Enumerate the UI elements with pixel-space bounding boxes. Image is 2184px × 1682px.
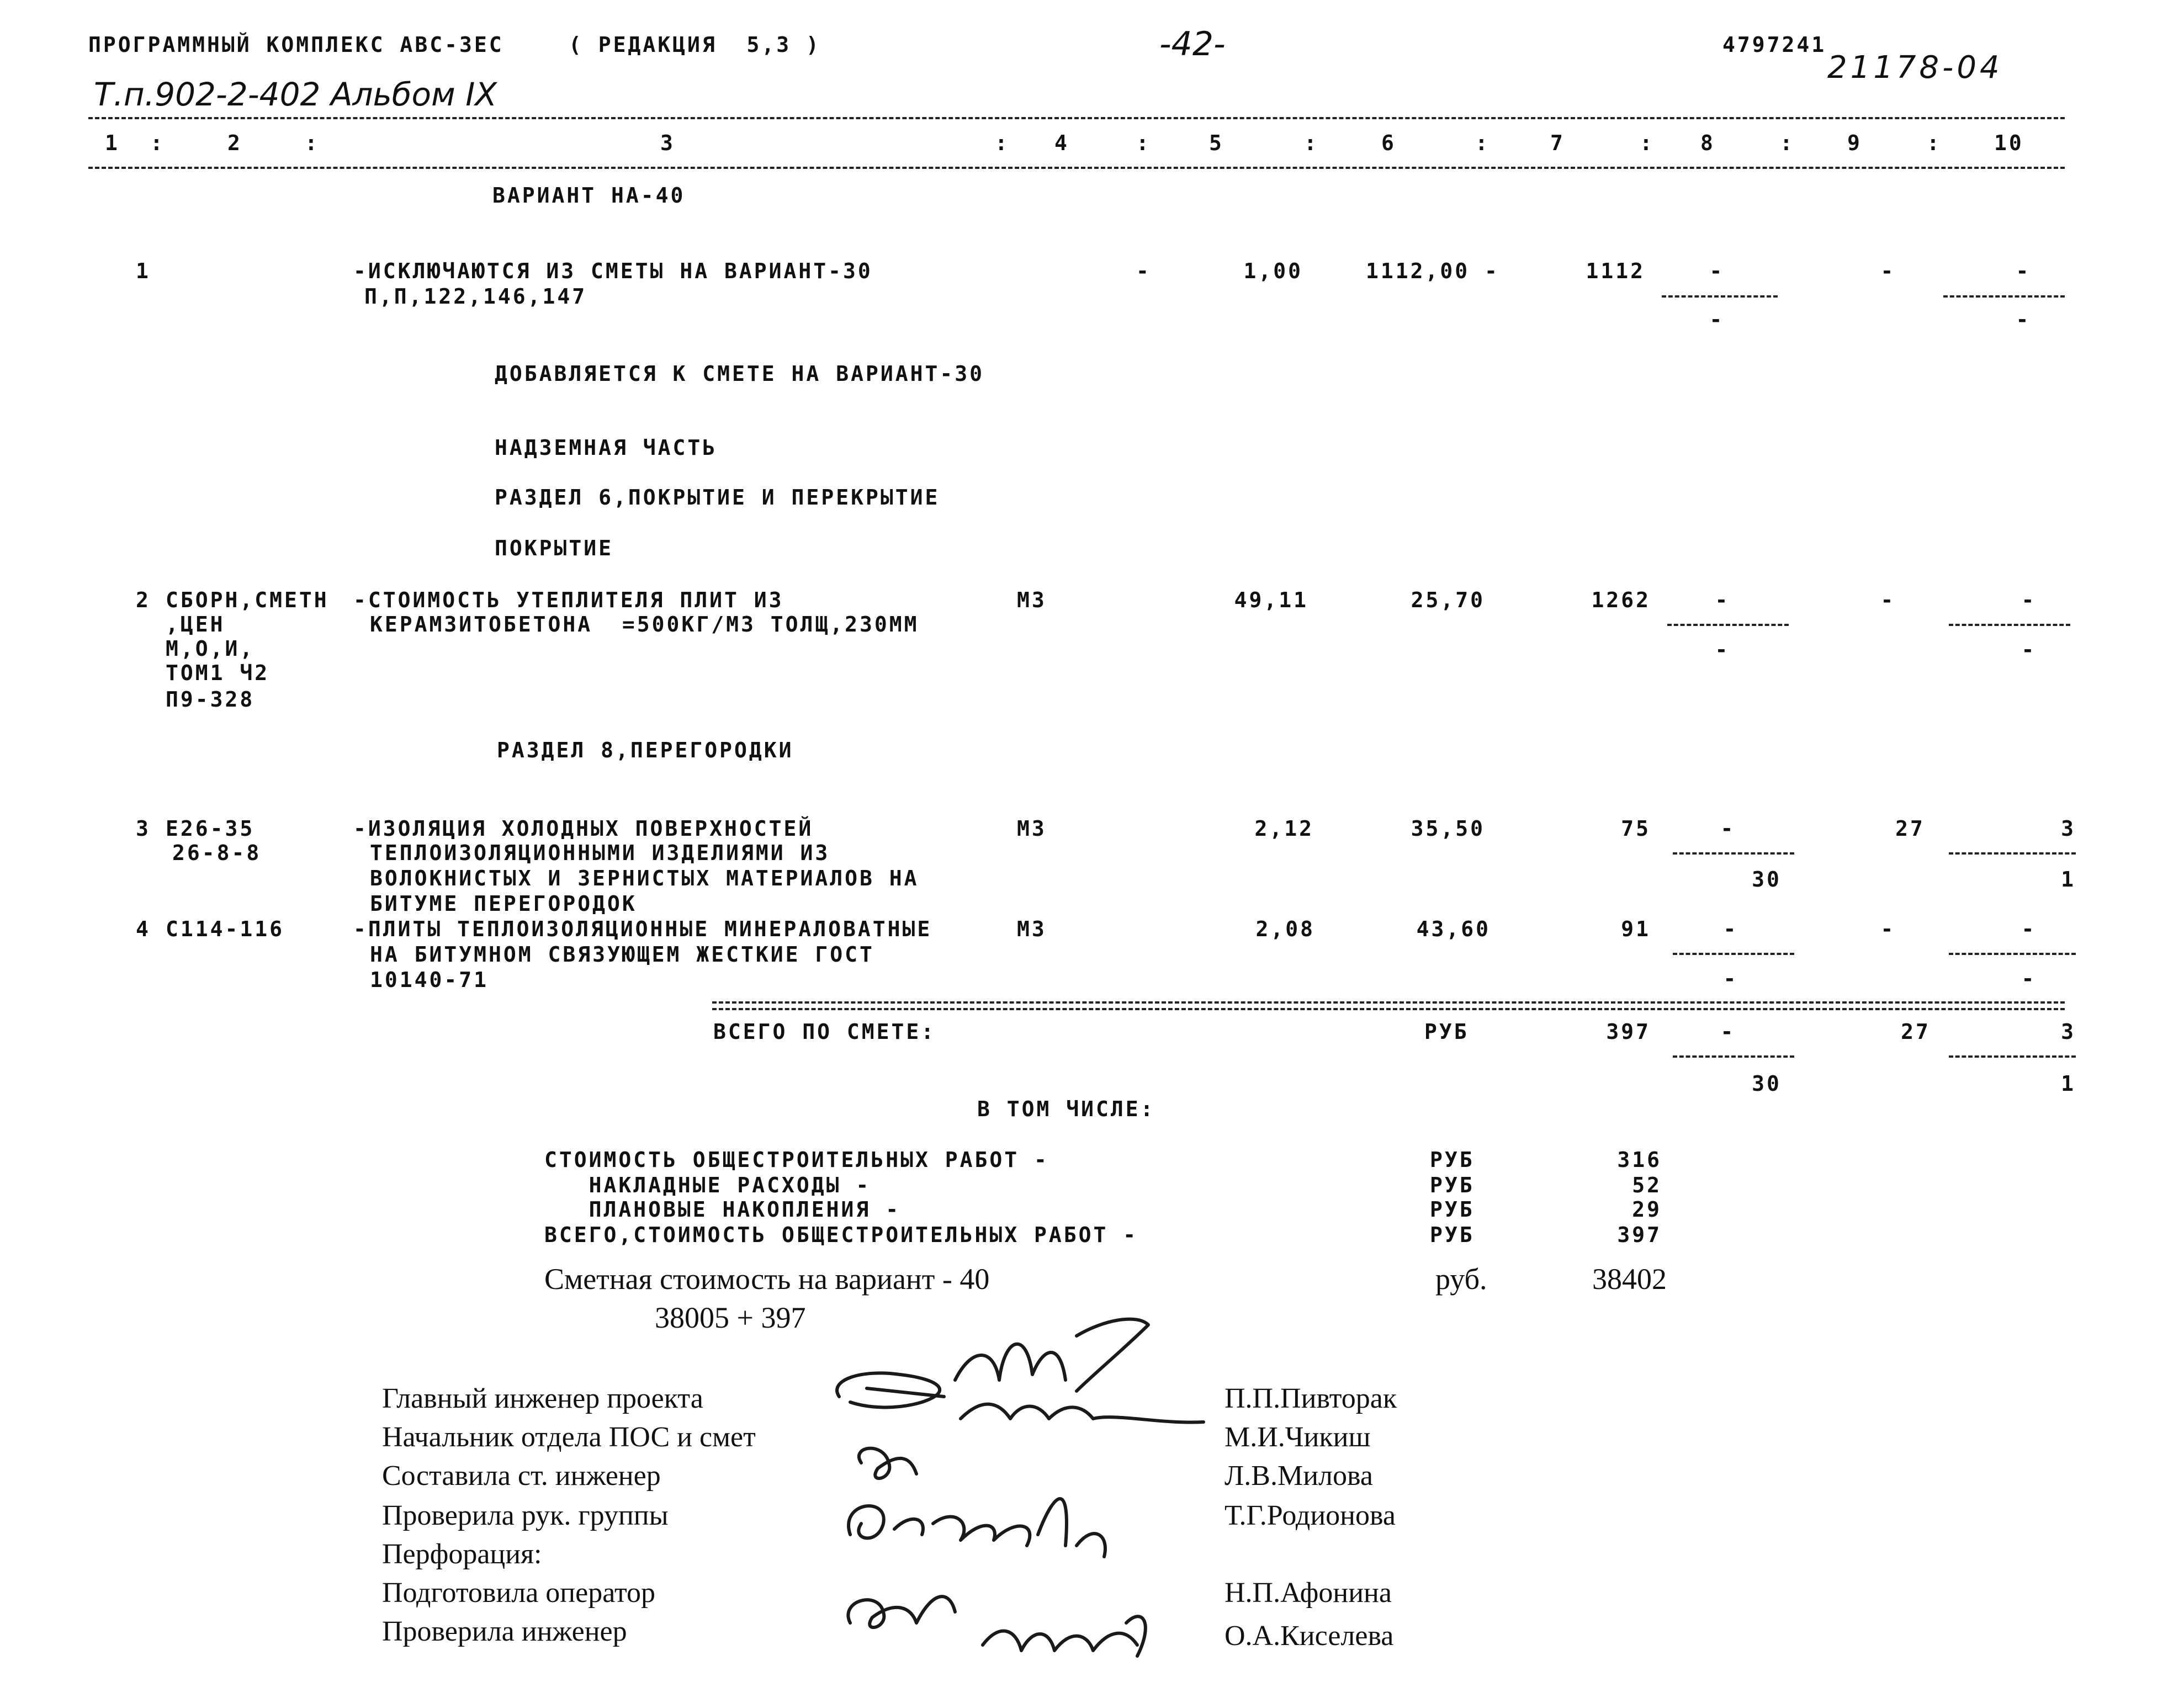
total-col10-bottom: 1 xyxy=(2061,1071,2076,1096)
column-separator: : xyxy=(305,131,320,155)
total-col8-top: - xyxy=(1720,1020,1736,1044)
column-5: 5 xyxy=(1209,131,1224,155)
row-unit: М3 xyxy=(1017,917,1047,941)
row-quantity: 2,08 xyxy=(1255,917,1315,941)
fraction-rule xyxy=(1949,1055,2076,1058)
breakdown-label: СТОИМОСТЬ ОБЩЕСТРОИТЕЛЬНЫХ РАБОТ - xyxy=(544,1148,1049,1172)
section-6-title: РАЗДЕЛ 6,ПОКРЫТИЕ И ПЕРЕКРЫТИЕ xyxy=(495,485,940,510)
row-quantity: 1,00 xyxy=(1243,259,1303,283)
row-unit: М3 xyxy=(1017,588,1047,612)
row-col10-top: - xyxy=(2021,588,2037,612)
section-8-title: РАЗДЕЛ 8,ПЕРЕГОРОДКИ xyxy=(497,738,794,762)
breakdown-unit: РУБ xyxy=(1430,1197,1475,1222)
row-number: 4 xyxy=(136,917,151,941)
fraction-rule xyxy=(1673,852,1794,855)
total-label: ВСЕГО ПО СМЕТЕ: xyxy=(713,1020,936,1044)
signature-role: Проверила рук. группы xyxy=(382,1500,669,1531)
row-col8-top: - xyxy=(1723,917,1738,941)
row-total: 1262 xyxy=(1591,588,1651,612)
total-value: 397 xyxy=(1606,1020,1651,1044)
row-unit-price: 43,60 xyxy=(1416,917,1491,941)
signature-name: О.А.Киселева xyxy=(1224,1620,1394,1652)
handwritten-code: 21178-04 xyxy=(1827,50,2003,86)
estimate-unit: руб. xyxy=(1435,1262,1487,1296)
row-col9: - xyxy=(1880,588,1896,612)
column-3: 3 xyxy=(660,131,675,155)
column-separator: : xyxy=(150,131,165,155)
column-separator: : xyxy=(1780,131,1795,155)
row-code: ТОМ1 Ч2 xyxy=(166,661,270,685)
row-description: БИТУМЕ ПЕРЕГОРОДОК xyxy=(370,892,637,916)
column-6: 6 xyxy=(1381,131,1396,155)
row-code: П9-328 xyxy=(166,687,255,712)
column-separator: : xyxy=(1475,131,1490,155)
fraction-rule xyxy=(1673,1055,1794,1058)
fraction-rule xyxy=(1949,953,2076,955)
variant-title: ВАРИАНТ НА-40 xyxy=(492,183,686,208)
row-number: 3 xyxy=(136,816,151,841)
column-separator: : xyxy=(995,131,1010,155)
column-7: 7 xyxy=(1550,131,1565,155)
row-col8-top: - xyxy=(1709,259,1725,283)
header-rule-top xyxy=(88,117,2065,119)
signature-role: Проверила инженер xyxy=(382,1616,627,1647)
total-col8-bottom: 30 xyxy=(1752,1071,1782,1096)
header-rule-bottom xyxy=(88,167,2065,169)
breakdown-label: ПЛАНОВЫЕ НАКОПЛЕНИЯ - xyxy=(544,1197,901,1222)
fraction-rule xyxy=(1673,953,1794,955)
breakdown-value: 29 xyxy=(1632,1197,1662,1222)
row-total: 75 xyxy=(1621,816,1651,841)
row-description: НА БИТУМНОМ СВЯЗУЮЩЕМ ЖЕСТКИЕ ГОСТ xyxy=(370,942,874,967)
row-unit: - xyxy=(1136,259,1151,283)
column-4: 4 xyxy=(1054,131,1069,155)
handwritten-signatures xyxy=(817,1314,1226,1667)
column-separator: : xyxy=(1640,131,1655,155)
row-code: Е26-35 xyxy=(166,816,255,841)
breakdown-value: 316 xyxy=(1617,1148,1662,1172)
row-description: -ИЗОЛЯЦИЯ ХОЛОДНЫХ ПОВЕРХНОСТЕЙ xyxy=(353,816,814,841)
row-unit-price: 25,70 xyxy=(1411,588,1485,612)
column-separator: : xyxy=(1304,131,1319,155)
row-description: КЕРАМЗИТОБЕТОНА =500КГ/М3 ТОЛЩ,230ММ xyxy=(370,612,919,636)
row-description: ВОЛОКНИСТЫХ И ЗЕРНИСТЫХ МАТЕРИАЛОВ НА xyxy=(370,866,919,890)
fraction-rule xyxy=(1943,295,2065,298)
row-col8-bottom: 30 xyxy=(1752,867,1782,892)
total-col9: 27 xyxy=(1901,1020,1931,1044)
program-title: ПРОГРАММНЫЙ КОМПЛЕКС АВС-3ЕС xyxy=(88,33,504,57)
row-code: М,О,И, xyxy=(166,636,255,661)
signature-name: М.И.Чикиш xyxy=(1224,1421,1371,1453)
row-col10-bottom: 1 xyxy=(2061,867,2076,892)
signature-role: Начальник отдела ПОС и смет xyxy=(382,1421,756,1453)
signature-name: Н.П.Афонина xyxy=(1224,1577,1392,1609)
row-col10-top: - xyxy=(2021,917,2037,941)
breakdown-unit: РУБ xyxy=(1430,1223,1475,1247)
totals-rule xyxy=(712,1008,2065,1010)
estimate-formula: 38005 + 397 xyxy=(655,1301,806,1334)
breakdown-label: НАКЛАДНЫЕ РАСХОДЫ - xyxy=(544,1173,871,1197)
including-title: В ТОМ ЧИСЛЕ: xyxy=(977,1097,1155,1121)
signature-name: П.П.Пивторак xyxy=(1224,1383,1397,1414)
row-col9: 27 xyxy=(1895,816,1925,841)
handwritten-album: Т.п.902-2-402 Альбом IX xyxy=(94,76,497,113)
breakdown-unit: РУБ xyxy=(1430,1173,1475,1197)
row-description: ТЕПЛОИЗОЛЯЦИОННЫМИ ИЗДЕЛИЯМИ ИЗ xyxy=(370,841,830,865)
row-code: 26-8-8 xyxy=(172,841,262,865)
row-number: 2 xyxy=(136,588,151,612)
row-col8-bottom: - xyxy=(1723,967,1738,991)
column-10: 10 xyxy=(1994,131,2024,155)
fraction-rule xyxy=(1662,295,1778,298)
fraction-rule xyxy=(1949,852,2076,855)
row-description: -ИСКЛЮЧАЮТСЯ ИЗ СМЕТЫ НА ВАРИАНТ-30 xyxy=(353,259,873,283)
totals-rule xyxy=(712,1001,2065,1004)
breakdown-label: ВСЕГО,СТОИМОСТЬ ОБЩЕСТРОИТЕЛЬНЫХ РАБОТ - xyxy=(544,1223,1138,1247)
row-description: -СТОИМОСТЬ УТЕПЛИТЕЛЯ ПЛИТ ИЗ xyxy=(353,588,784,612)
column-8: 8 xyxy=(1700,131,1715,155)
total-unit: РУБ xyxy=(1424,1020,1469,1044)
row-quantity: 49,11 xyxy=(1234,588,1308,612)
signature-role: Главный инженер проекта xyxy=(382,1383,703,1414)
added-title: ДОБАВЛЯЕТСЯ К СМЕТЕ НА ВАРИАНТ-30 xyxy=(495,362,984,386)
row-col8-bottom: - xyxy=(1715,638,1730,662)
row-col9: - xyxy=(1880,917,1896,941)
breakdown-value: 397 xyxy=(1617,1223,1662,1247)
row-description: -ПЛИТЫ ТЕПЛОИЗОЛЯЦИОННЫЕ МИНЕРАЛОВАТНЫЕ xyxy=(353,917,932,941)
row-total: 1112 xyxy=(1586,259,1645,283)
row-col10-bottom: - xyxy=(2021,967,2037,991)
row-col10-top: - xyxy=(2016,259,2031,283)
row-col8-top: - xyxy=(1715,588,1730,612)
column-2: 2 xyxy=(227,131,242,155)
column-1: 1 xyxy=(105,131,120,155)
row-col10-bottom: - xyxy=(2016,307,2031,332)
row-description: П,П,122,146,147 xyxy=(364,284,587,309)
row-col8-bottom: - xyxy=(1709,307,1725,332)
signature-name: Л.В.Милова xyxy=(1224,1460,1373,1492)
row-code: СБОРН,СМЕТН xyxy=(166,588,329,612)
row-number: 1 xyxy=(136,259,151,283)
row-total: 91 xyxy=(1621,917,1651,941)
column-separator: : xyxy=(1927,131,1942,155)
fraction-rule xyxy=(1667,624,1789,626)
fraction-rule xyxy=(1949,624,2070,626)
row-col10-top: 3 xyxy=(2061,816,2076,841)
signature-role: Составила ст. инженер xyxy=(382,1460,661,1492)
page-number: -42- xyxy=(1159,25,1226,63)
row-col8-top: - xyxy=(1720,816,1736,841)
signature-role: Подготовила оператор xyxy=(382,1577,655,1609)
breakdown-value: 52 xyxy=(1632,1173,1662,1197)
above-ground-title: НАДЗЕМНАЯ ЧАСТЬ xyxy=(495,436,718,460)
signature-role: Перфорация: xyxy=(382,1538,542,1570)
row-col10-bottom: - xyxy=(2021,638,2037,662)
estimate-label: Сметная стоимость на вариант - 40 xyxy=(544,1262,990,1296)
row-code: ,ЦЕН xyxy=(166,612,225,636)
roof-title: ПОКРЫТИЕ xyxy=(495,536,614,560)
row-quantity: 2,12 xyxy=(1254,816,1314,841)
total-col10-top: 3 xyxy=(2061,1020,2076,1044)
column-separator: : xyxy=(1136,131,1151,155)
estimate-value: 38402 xyxy=(1592,1262,1667,1296)
row-unit: М3 xyxy=(1017,816,1047,841)
row-unit-price: 1112,00 - xyxy=(1366,259,1499,283)
row-code: С114-116 xyxy=(166,917,285,941)
document-code: 4797241 xyxy=(1722,33,1827,57)
edition-label: ( РЕДАКЦИЯ 5,3 ) xyxy=(569,33,821,57)
breakdown-unit: РУБ xyxy=(1430,1148,1475,1172)
column-9: 9 xyxy=(1847,131,1862,155)
row-description: 10140-71 xyxy=(370,968,489,992)
row-col9: - xyxy=(1880,259,1896,283)
row-unit-price: 35,50 xyxy=(1411,816,1485,841)
signature-name: Т.Г.Родионова xyxy=(1224,1500,1396,1531)
